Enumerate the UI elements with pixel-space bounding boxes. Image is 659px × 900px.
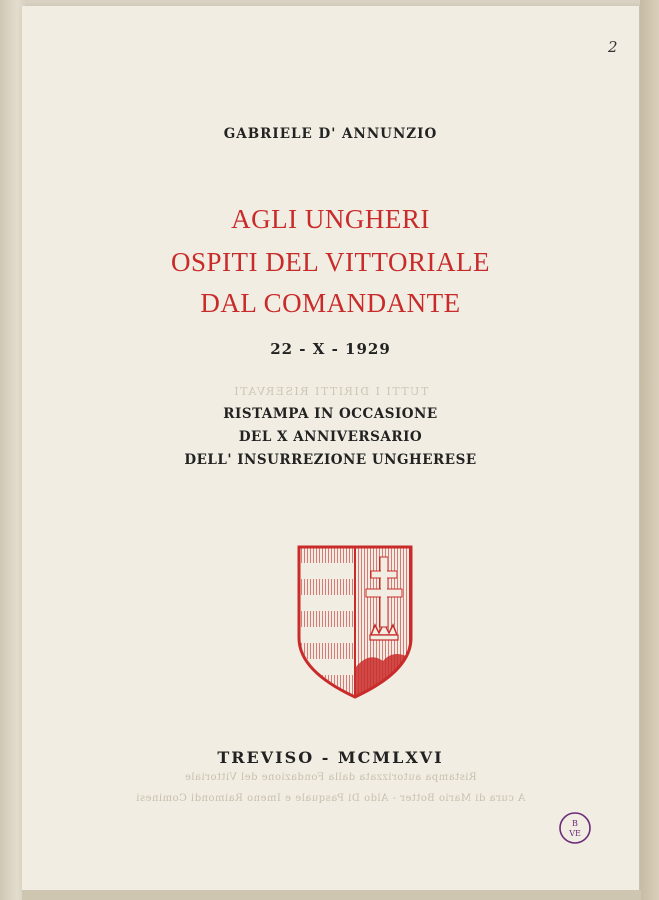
reprint-line-2: DEL X ANNIVERSARIO: [238, 429, 423, 445]
bottom-page-edge: [22, 890, 641, 900]
title-line-2: OSPITI DEL VITTORIALE: [171, 247, 490, 277]
title-line-1: AGLI UNGHERI: [231, 204, 430, 234]
right-page-edge: [640, 0, 659, 900]
authorization-showthrough-text: Ristampa autorizzata dalla Fondazione del Vittoriale: [184, 772, 477, 783]
hungarian-coat-of-arms-icon: [295, 543, 415, 701]
page-number: 2: [608, 38, 618, 56]
library-stamp-icon: [558, 811, 592, 845]
document-page: [22, 6, 639, 890]
place-and-year: TREVISO - MCMLXVI: [217, 748, 444, 767]
rights-showthrough-text: TUTTI I DIRITTI RISERVATI: [232, 385, 429, 398]
svg-text:VE: VE: [569, 829, 581, 838]
svg-text:B: B: [572, 819, 578, 828]
editors-showthrough-text: A cura di Mario Botter - Aldo Di Pasquale e Imeno Raimondi Cominesi: [135, 793, 526, 804]
reprint-line-3: DELL' INSURREZIONE UNGHERESE: [184, 452, 477, 468]
title-line-3: DAL COMANDANTE: [200, 288, 461, 318]
date-line: 22 - X - 1929: [270, 340, 391, 358]
author-name: GABRIELE D' ANNUNZIO: [223, 126, 438, 142]
reprint-line-1: RISTAMPA IN OCCASIONE: [223, 406, 438, 422]
